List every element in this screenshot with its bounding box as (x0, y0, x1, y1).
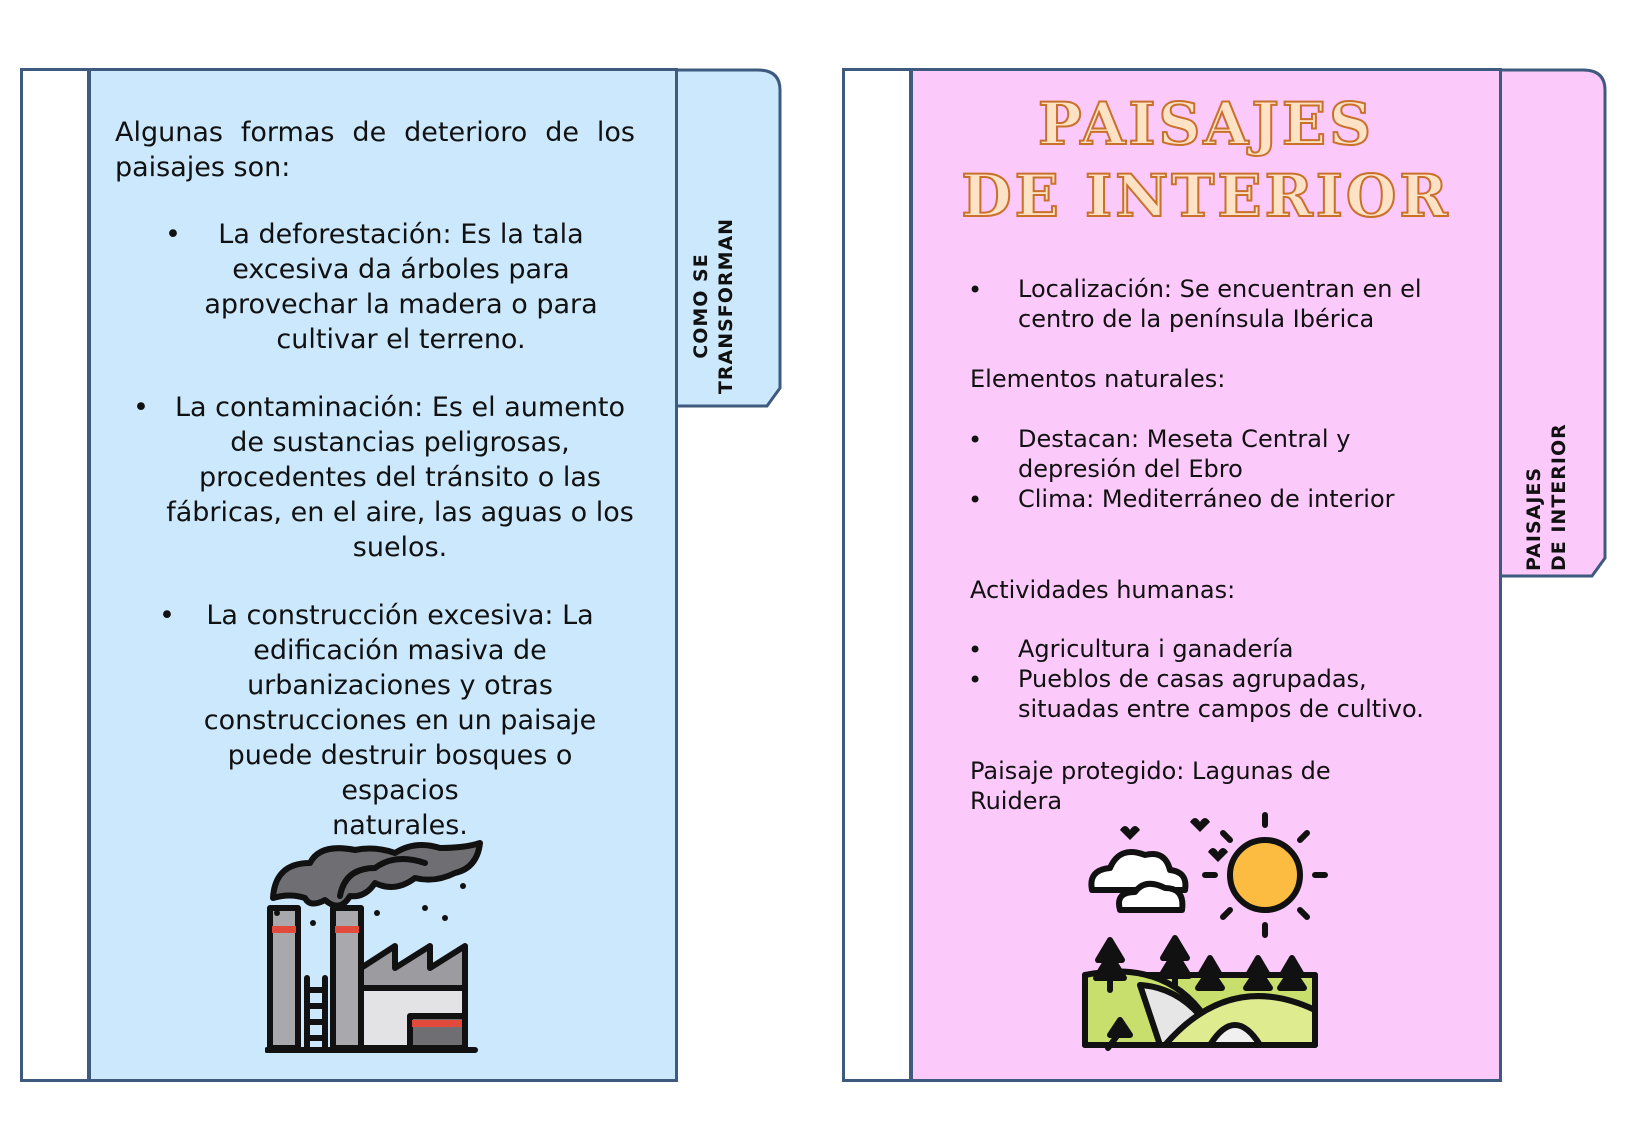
bullet: • (165, 219, 181, 250)
factory-icon (265, 838, 490, 1058)
left-content (115, 115, 635, 876)
human-item: Pueblos de casas agrupadas, situadas entre campos de cultivo. (1018, 665, 1424, 723)
intro-line-2: paisajes son: (115, 152, 291, 183)
natural-item: Clima: Mediterráneo de interior (1018, 485, 1395, 513)
protected-landscape: Paisaje protegido: Lagunas de Ruidera (970, 757, 1331, 815)
bullet: • (968, 636, 983, 664)
right-card-spine (842, 68, 912, 1082)
location-item: Localización: Se encuentran en el centro de la península Ibérica (1018, 275, 1422, 333)
list-item: • La contaminación: Es el aumento de sustancias peligrosas, procedentes del tránsito o las fábricas, en el aire, las aguas o los suelos. (133, 392, 634, 563)
left-tab-label: COMO SE TRANSFORMAN (690, 217, 737, 395)
bullet: • (159, 600, 175, 631)
left-card-spine (20, 68, 90, 1082)
bullet: • (968, 426, 983, 454)
landscape-icon (1080, 810, 1330, 1060)
bullet: • (133, 392, 149, 423)
bullet: • (968, 486, 983, 514)
bullet: • (968, 666, 983, 694)
page-title: PAISAJES DE INTERIOR (961, 90, 1451, 230)
human-heading: Actividades humanas: (970, 576, 1236, 604)
list-item: • La deforestación: Es la tala excesiva da árboles para aprovechar la madera o para cultivar el terreno. (165, 219, 598, 355)
intro-line-1: Algunas formas de deterioro de los (115, 117, 635, 148)
natural-item: Destacan: Meseta Central y depresión del Ebro (1018, 425, 1351, 483)
human-item: Agricultura i ganadería (1018, 635, 1294, 663)
right-tab-label: PAISAJES DE INTERIOR (1523, 423, 1570, 571)
list-item: • La construcción excesiva: La edificación masiva de urbanizaciones y otras construcciones en un paisaje puede destruir bosques o espacios naturales. (159, 600, 597, 841)
bullet: • (968, 276, 983, 304)
natural-heading: Elementos naturales: (970, 365, 1226, 393)
